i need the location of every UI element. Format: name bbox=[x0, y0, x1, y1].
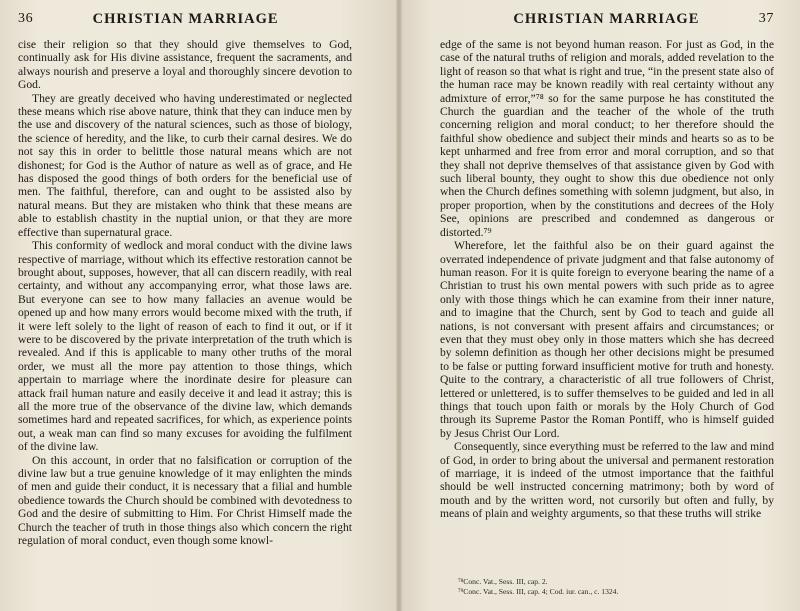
paragraph: This conformity of wedlock and moral conduct with the divine laws respective of marriage, without which its effective restoration cannot be brought about, supposes, however, that all can discern readily, with real certainty, and without any accompanying error, what those laws are. But everyone can see to how many fallacies an avenue would be opened up and how many errors would become mixed with the truth, if it were left solely to the light of reason of each to find it out, or if it were to be discovered by the private interpretation of the truth which is revealed. And if this is applicable to many other truths of the moral order, we must all the more pay attention to those things, which appertain to marriage where the inordinate desire for pleasure can attack frail human nature and easily deceive it and lead it astray; this is all the more true of the observance of the divine law, which demands sometimes hard and repeated sacrifices, for which, as experience points out, a weak man can find so many excuses for avoiding the fulfilment of the divine law. bbox=[18, 239, 352, 454]
right-running-head: CHRISTIAN MARRIAGE bbox=[513, 10, 700, 27]
left-page-body bbox=[18, 38, 352, 547]
paragraph: cise their religion so that they should give themselves to God, continually ask for His divine assistance, frequent the sacraments, and always nourish and preserve a loyal and thoroughly sincere devotion to God. bbox=[18, 38, 352, 92]
footnotes bbox=[458, 577, 618, 597]
footnote: ⁷⁸Conc. Vat., Sess. III, cap. 2. bbox=[458, 577, 548, 586]
book-gutter bbox=[396, 0, 402, 611]
left-page bbox=[0, 0, 398, 611]
right-page-body bbox=[440, 38, 774, 521]
footnote: ⁷⁹Conc. Vat., Sess. III, cap. 4; Cod. iur. can., c. 1324. bbox=[458, 587, 619, 596]
left-page-number: 36 bbox=[18, 11, 34, 26]
paragraph: Wherefore, let the faithful also be on their guard against the overrated independence of private judgment and that false autonomy of human reason. For it is quite foreign to everyone bearing the name of a Christian to trust his own mental powers with such pride as to agree only with those things which he can examine from their inner nature, and to imagine that the Church, sent by God to teach and guide all nations, is not conversant with present affairs and circumstances; or even that they must obey only in those matters which she has decreed by solemn definition as though her other decisions might be presumed to be false or putting forward insufficient motive for truth and honesty. Quite to the contrary, a characteristic of all true followers of Christ, lettered or unlettered, is to suffer themselves to be guided and led in all things that touch upon faith or morals by the Holy Church of God through its Supreme Pastor the Roman Pontiff, who is himself guided by Jesus Christ Our Lord. bbox=[440, 239, 774, 440]
paragraph: They are greatly deceived who having underestimated or neglected these means which rise above nature, think that they can induce men by the use and discovery of the natural sciences, such as those of biology, the science of heredity, and the like, to curb their carnal desires. We do not say this in order to belittle those natural means which are not dishonest; for God is the Author of nature as well as of grace, and He has disposed the good things of both orders for the beneficial use of men. The faithful, therefore, can and ought to be assisted also by natural means. But they are mistaken who think that these means are able to establish chastity in the nuptial union, or that they are more effective than supernatural grace. bbox=[18, 91, 352, 239]
paragraph: On this account, in order that no falsification or corruption of the divine law but a true genuine knowledge of it may enlighten the minds of men and guide their conduct, it is necessary that a filial and humble obedience towards the Church should be combined with devotedness to God and the desire of submitting to Him. For Christ Himself made the Church the teacher of truth in those things also which concern the right regulation of moral conduct, even though some knowl- bbox=[18, 453, 352, 548]
right-page-number: 37 bbox=[758, 11, 774, 26]
right-page bbox=[398, 0, 800, 611]
paragraph: edge of the same is not beyond human reason. For just as God, in the case of the natural truths of religion and morals, added revelation to the light of reason so that what is right and true, “in the present state also of the human race may be known readily with real certainty without any admixture of error,”⁷⁸ so for the same purpose he has constituted the Church the guardian and the teacher of the whole of the truth concerning religion and moral conduct; to her therefore should the faithful show obedience and subject their minds and hearts so as to be kept unharmed and free from error and moral corruption, and so that they shall not deprive themselves of that assistance given by God with such liberal bounty, they ought to show this due obedience not only when the Church defines something with solemn judgment, but also, in proper proportion, when by the constitutions and decrees of the Holy See, opinions are prescribed and condemned as dangerous or distorted.⁷⁹ bbox=[440, 38, 774, 239]
right-page-header bbox=[440, 0, 774, 38]
left-page-header bbox=[18, 0, 352, 38]
left-running-head: CHRISTIAN MARRIAGE bbox=[92, 10, 279, 27]
paragraph: Consequently, since everything must be referred to the law and mind of God, in order to bring about the universal and permanent restoration of marriage, it is indeed of the utmost importance that the faithful should be well instructed concerning matrimony; both by word of mouth and by the written word, not cursorily but often and fully, by means of plain and weighty arguments, so that these truths will strike bbox=[440, 440, 774, 521]
